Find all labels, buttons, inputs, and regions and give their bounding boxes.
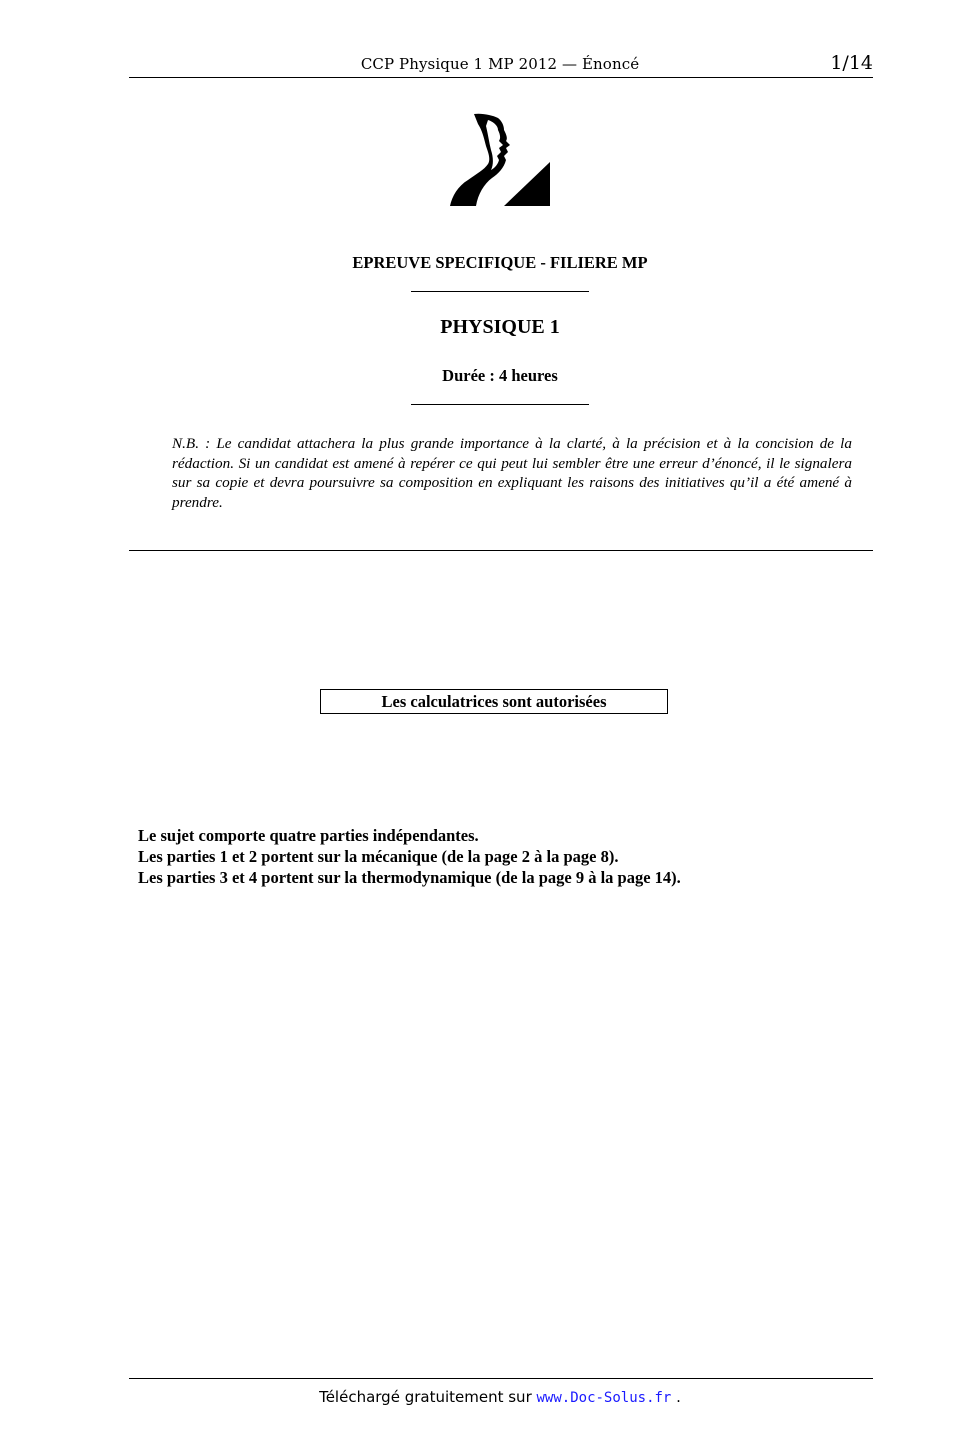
right-triangle-shape [504, 162, 550, 206]
footer-link[interactable]: www.Doc-Solus.fr [536, 1390, 672, 1406]
footer [0, 1388, 980, 1406]
parts-line: Les parties 1 et 2 portent sur la mécanique (de la page 2 à la page 8). [138, 847, 619, 866]
section-rule [129, 550, 873, 551]
subject-title: PHYSIQUE 1 [440, 316, 560, 338]
footer-rule [129, 1378, 873, 1379]
footer-prefix: Téléchargé gratuitement sur [319, 1388, 537, 1406]
page-number: 1/14 [830, 52, 873, 74]
parts-summary [138, 825, 898, 888]
parts-line: Le sujet comporte quatre parties indépendantes. [138, 826, 479, 845]
footer-suffix: . [671, 1388, 681, 1406]
divider-short [411, 291, 589, 292]
divider-short [411, 404, 589, 405]
exam-duration: Durée : 4 heures [442, 366, 558, 385]
header-rule [129, 77, 873, 78]
exam-type: EPREUVE SPECIFIQUE - FILIERE MP [352, 253, 648, 272]
nb-note: N.B. : Le candidat attachera la plus grande importance à la clarté, à la précision et à la concision de la rédaction. Si un candidat est amené à repérer ce qui peut lui sembler être une erreur d’énoncé, il le signalera sur sa copie et devra poursuivre sa composition en expliquant les raisons des initiatives qu’il a été amené à prendre. [172, 435, 852, 511]
header-title: CCP Physique 1 MP 2012 — Énoncé [360, 55, 640, 73]
calculators-notice: Les calculatrices sont autorisées [320, 689, 668, 714]
profile-faces-logo-icon [448, 112, 552, 208]
left-face-silhouette [450, 114, 510, 206]
parts-line: Les parties 3 et 4 portent sur la thermodynamique (de la page 9 à la page 14). [138, 868, 681, 887]
